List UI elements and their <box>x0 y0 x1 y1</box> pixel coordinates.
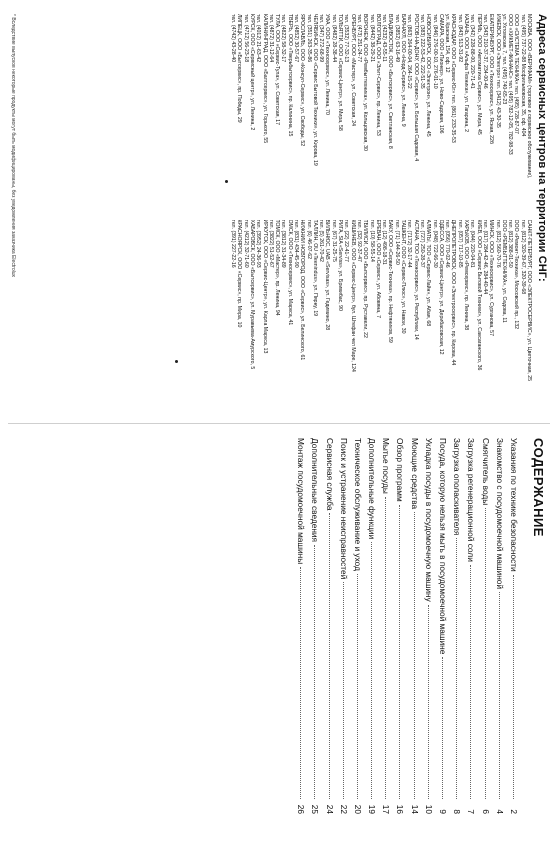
address-line: тел. (342) 228-88-00, 220-71-41 <box>469 14 476 89</box>
toc-list <box>292 438 519 814</box>
address-line: тел. (67) 31-25-75 <box>330 219 337 262</box>
toc-item-label: Поиск и устранение неисправностей <box>338 438 349 580</box>
toc-leader-dots <box>513 575 514 799</box>
address-line: КАЛИНИНГРАД, ООО «Балтсервис», ул. Горького, 55 <box>261 14 268 144</box>
toc-item-label: Смягчитель воды <box>480 438 491 506</box>
toc-item-label: Техническое обслуживание и уход <box>352 438 363 571</box>
address-line: тел. (71) 144-26-50 <box>393 219 400 265</box>
address-line: тел. (812) 560-70-76 <box>494 219 501 268</box>
address-line: КИЕВ, ООО «Сервис Бытовой Техники», ул. Саксаганского, 36 <box>475 219 482 371</box>
address-line: НОВОСИБИРСК, ООО «Электрон», ул. Ленина, 45 <box>425 14 432 137</box>
address-line: ООО «ХИКМЕТ-ФИНАНС» тел. (495) 782-12-05, 782-98-33 <box>507 14 514 155</box>
toc-item <box>448 438 462 814</box>
address-line: КИШИНЕВ, ООО «Сервис-Центр», бул. Штефан чел Маре, 124 <box>349 219 356 372</box>
address-line: тел. (044) 220-04-81 <box>469 219 476 268</box>
toc-item-page: 20 <box>352 804 363 814</box>
toc-item <box>349 438 363 814</box>
toc-item <box>406 438 420 814</box>
toc-item-page: 14 <box>409 804 420 814</box>
toc-item-page: 26 <box>296 804 307 814</box>
address-line: тел. (057) 717-10-85 <box>456 219 463 268</box>
address-line: ХАБАРОВСК, ООО «Бытсервис», ул. Муравьева-Амурского, 5 <box>248 219 255 370</box>
toc-leader-dots <box>329 513 330 799</box>
toc-item-page: 16 <box>395 804 406 814</box>
address-line: ТБИЛИСИ, ООО «Бытсервис», пр. Руставели, 22 <box>362 219 369 338</box>
address-line: тел. (4742) 43-28-40 <box>230 14 237 63</box>
address-line: АСТАНА, ТОО «Техносервис», ул. Республики, 14 <box>412 219 419 340</box>
toc-item-page: 4 <box>494 809 505 814</box>
address-line: тел. (5) 261-70-42 <box>318 219 325 262</box>
address-line: КАЗАНЬ, ООО «Альфа Техника», ул. Гагарина, 2 <box>463 14 470 133</box>
toc-leader-dots <box>442 657 443 799</box>
address-line: ТАЛЛИН, OU «Teenindus», ул. Пярну, 19 <box>311 219 318 317</box>
address-line: ВИЛЬНЮС, UAB «Servisas», ул. Гедимино, 28 <box>324 219 331 331</box>
address-line: тел. (343) 210-37-37, 234-00-46 <box>481 14 488 89</box>
address-line: МОСКВА, ООО «ВЕРИФАМ» (торговое и сервисное обслуживание), <box>526 14 532 179</box>
address-line: ТОМСК, ООО «Мастер», пр. Ленина, 94 <box>274 219 281 316</box>
toc-item <box>335 438 349 814</box>
address-line: РИГА, SIA «Serviss», ул. Бривибас, 90 <box>337 219 344 311</box>
address-line: КРАСНОДАР, ООО «Сервис-Юг» тел. (861) 233-35-53 <box>450 14 457 143</box>
address-line: тел. (4212) 32-71-60 <box>242 219 249 268</box>
toc-item-label: Дополнительные функции <box>367 438 378 540</box>
toc-leader-dots <box>314 545 315 799</box>
toc-item-label: Сервисная служба <box>324 438 335 511</box>
address-line: тел. (351) 263-35-86 <box>305 14 312 63</box>
address-line: тел. (863) 264-00-04, 264-15-22 <box>406 14 413 89</box>
address-line: БАРНАУЛ, ООО «Норд-Сервис», ул. Ленина, 9 <box>400 14 407 127</box>
toc-item-label: Указания по технике безопасности <box>509 438 519 572</box>
address-line: тел. (017) 284-42-46, 284-40-44 <box>481 219 488 295</box>
address-line: тел. (22) 22-41-77 <box>343 219 350 262</box>
address-line: тел. (347) 272-68-99 <box>318 14 325 63</box>
address-line: САНКТ-ПЕТЕРБУРГ, ООО «ЭЛЕКТРОСЕРВИС», ул. Цветочная, 25 <box>526 219 532 382</box>
address-line: ВОЛГОГРАД, ООО «Элит-Сервис», пр. Ленина, 53 <box>374 14 381 136</box>
address-line: ДНЕПРОПЕТРОВСК, ООО «Электросервис», пр. Кирова, 44 <box>450 219 457 366</box>
address-line: тел. (3952) 24-36-93 <box>255 219 262 268</box>
toc-leader-dots <box>400 505 401 799</box>
addresses-column-2 <box>230 220 532 416</box>
address-line: УФА, ООО «Техносервис», ул. Ленина, 70 <box>324 14 331 115</box>
address-line: тел. (473) 251-24-77 <box>355 14 362 63</box>
toc-leader-dots <box>371 542 372 799</box>
address-line: тел. (8442) 38-29-21 <box>368 14 375 63</box>
address-line: тел. (831) 434-45-90 <box>293 219 300 268</box>
address-line: ПЕРМЬ, ООО «Автоматика Сервис», ул. Мира, 45 <box>475 14 482 135</box>
address-line: тел. (727) 250-28-37 <box>418 219 425 268</box>
toc-item-label: Моющие средства <box>409 438 420 510</box>
address-line: тел. (3532) 77-32-13 <box>343 14 350 63</box>
address-line: ОРЕНБУРГ, ООО «Мастер», ул. Советская, 24 <box>349 14 356 127</box>
address-line: ОМСК, ООО «Техносервис», ул. Маркса, 41 <box>286 219 293 326</box>
toc-leader-dots <box>428 605 429 799</box>
toc-item-page: 2 <box>509 809 519 814</box>
address-line: тел. (383) 222-53-42, 222-51-35 <box>418 14 425 89</box>
address-line: САМАРА, ООО «Пионер», ул. Ново-Садовая, 106 <box>437 14 444 134</box>
address-line: тел. (8482) 28-38-44 <box>330 14 337 63</box>
address-line: тел. (4822) 58-32-17 <box>280 14 287 63</box>
toc-item <box>391 438 405 814</box>
address-line: ИРКУТСК, ООО «Сервис-Центр», ул. Карла Маркса, 13 <box>261 219 268 354</box>
address-line: тел. (843) 513-31-92 <box>456 14 463 63</box>
address-line: РОСТОВ-НА-ДОНУ, ООО «Сервис», ул. Большая Садовая, 4 <box>412 14 419 162</box>
toc-item-label: Мытье посуды <box>381 438 392 494</box>
toc-leader-dots <box>300 567 301 799</box>
address-line: КРАСНОЯРСК, ООО «Сервис», пр. Мира, 10 <box>236 219 243 328</box>
toc-item-label: Монтаж посудомоечной машины <box>296 438 307 565</box>
toc-title: СОДЕРЖАНИЕ <box>531 438 546 537</box>
toc-item-label: Знакомство с посудомоечной машиной <box>494 438 505 590</box>
address-line: ТУЛА, ООО «Сервис-Тула», ул. Советская, 17 <box>274 14 281 126</box>
address-line: тел. (12) 498-18-31 <box>381 219 388 265</box>
address-line: ООО «СИСТЕМА ТЕХНИКА» тел. (495) 728-87-07 <box>513 14 520 134</box>
address-line: тел. (495) 737-22-88 Мосфильмовская, 35, оф. 404 <box>519 14 526 137</box>
address-line: тел. (846) 276-00-10, 276-01-10 <box>431 14 438 89</box>
toc-item <box>505 438 519 814</box>
toc-item-page: 6 <box>480 809 491 814</box>
address-line: ТВЕРЬ, ООО «Тверьбытсервис», пр. Калинина, 15 <box>286 14 293 137</box>
address-line: КУРСК, ООО «Сервисный центр», ул. Ленина, 2 <box>248 14 255 131</box>
address-line: тел. (391) 227-22-16 <box>230 219 237 268</box>
address-line: ВОРОНЕЖ, ООО «Рембыттехника», ул. Кольцовская, 30 <box>362 14 369 151</box>
toc-section <box>8 434 550 814</box>
address-line: тел. (4872) 31-12-64 <box>267 14 274 63</box>
address-line: ОДЕССА, ООО «Сервис-Центр», ул. Дерибасовская, 12 <box>437 219 444 355</box>
address-line: тел. (3822) 51-52-67 <box>267 219 274 268</box>
address-line: ул. Красная, 154, оф. 12 <box>444 14 451 73</box>
addresses-columns <box>230 14 532 415</box>
address-line: ВЛАДИВОСТОК, ООО «Бытсервис», ул. Светланская, 8 <box>387 14 394 149</box>
toc-item <box>377 438 391 814</box>
address-line: ЯРОСЛАВЛЬ, ООО «Консул-Сервис», ул. Свободы, 52 <box>299 14 306 147</box>
address-line: тел. (4012) 21-63-42 <box>255 14 262 63</box>
address-line: ООО «Ремонт-Техника», Московский пр., 132 <box>513 219 520 330</box>
toc-leader-dots <box>385 497 386 799</box>
toc-item <box>363 438 377 814</box>
address-line: тел. (3852) 63-16-49 <box>393 14 400 63</box>
address-line: ТОЛЬЯТТИ, ООО «Сервис-Центр», ул. Мира, 58 <box>337 14 344 131</box>
toc-item-label: Загрузка ополаскивателя <box>452 438 463 536</box>
address-line: тел. (812) 388-01-50 <box>507 219 514 268</box>
addresses-title: Адреса сервисных центров на территории СНГ: <box>536 14 548 282</box>
address-line: ул. Ухтомская, 7, тел. (495) 740-65-23 <box>500 14 507 105</box>
toc-item-page: 10 <box>423 804 434 814</box>
bullet-dot-2 <box>175 360 178 363</box>
addresses-column-1 <box>230 14 532 210</box>
toc-leader-dots <box>470 565 471 799</box>
toc-item-label: Загрузка регенерационной соли <box>466 438 477 562</box>
address-line: БАКУ, ООО «Сервис-Техника», пр. Нефтяников, 59 <box>387 219 394 343</box>
toc-item-page: 8 <box>452 809 463 814</box>
address-line: тел. (10) 58-55-14 <box>368 219 375 262</box>
toc-item-page: 22 <box>338 804 349 814</box>
address-line: НИЖНИЙ НОВГОРОД, ООО «Сервис», ул. Белинского, 61 <box>299 219 306 361</box>
toc-item <box>491 438 505 814</box>
addresses-footnote: * Вследствие выпусков некоторые продукты могут быть модифицированы, без уведомления заказчика Electrolux <box>10 14 16 278</box>
toc-leader-dots <box>485 508 486 799</box>
toc-item <box>292 438 306 814</box>
toc-leader-dots <box>456 538 457 799</box>
address-line: тел. (056) 770-02-46 <box>444 219 451 268</box>
toc-item-label: Посуда, которую нельзя мыть в посудомоечной машине <box>438 438 449 655</box>
toc-item <box>462 438 476 814</box>
address-line: тел. (812) 320-39-67, 320-39-68 <box>519 219 526 295</box>
toc-item-page: 24 <box>324 804 335 814</box>
address-line: тел. (4852) 30-57-67 <box>293 14 300 63</box>
address-line: тел. (4712) 56-23-18 <box>242 14 249 63</box>
toc-item-page: 7 <box>466 809 477 814</box>
toc-item <box>420 438 434 814</box>
toc-leader-dots <box>414 512 415 799</box>
address-line: тел. (32) 92-37-47 <box>355 219 362 262</box>
toc-item <box>306 438 320 814</box>
toc-item-page: 17 <box>381 804 392 814</box>
address-line: ХАРЬКОВ, ООО «Ремсервис», пр. Ленина, 38 <box>463 219 470 331</box>
address-line: АЛМАТЫ, ТОО «Сервис-Лайн», ул. Абая, 68 <box>425 219 432 327</box>
address-line: тел. (7172) 32-17-44 <box>406 219 413 268</box>
address-line: тел. (3812) 31-34-89 <box>280 219 287 268</box>
toc-leader-dots <box>357 574 358 799</box>
address-line: ЧЕЛЯБИНСК, ООО «Сервис Бытовой Техники», ул. Кирова, 19 <box>311 14 318 166</box>
toc-item-page: 19 <box>367 804 378 814</box>
toc-leader-dots <box>499 592 500 799</box>
toc-leader-dots <box>343 582 344 799</box>
address-line: ЕРЕВАН, ООО «Сервис», ул. Абовяна, 7 <box>374 219 381 318</box>
toc-item-page: 9 <box>438 809 449 814</box>
address-line: тел. (4232) 43-55-11 <box>381 14 388 62</box>
toc-item-label: Обзор программ <box>395 438 406 502</box>
address-line: МИНСК, ООО «Техносервис», ул. Сурганова, 57 <box>488 219 495 336</box>
address-line: ООО «РЕМБЫТТЕХНИКА», ул. Седова, 11 <box>500 219 507 323</box>
address-line: тел. (6) 46-07-62 <box>305 219 312 259</box>
toc-item <box>476 438 490 814</box>
toc-item <box>320 438 334 814</box>
address-line: ЕКАТЕРИНБУРГ, ООО «Техносервис», ул. Ясная, 22б <box>488 14 495 144</box>
bullet-dot-1 <box>225 180 228 183</box>
toc-item-label: Дополнительные сведения <box>310 438 321 543</box>
address-line: ИЖЕВСК, ООО «Электро» тел. (3412) 43-30-35 <box>494 14 501 128</box>
address-line: ТАШКЕНТ, ООО «Сервис-Плюс», ул. Навои, 30 <box>400 219 407 334</box>
address-line: тел. (048) 722-66-30 <box>431 219 438 268</box>
addresses-section <box>8 14 550 424</box>
toc-item <box>434 438 448 814</box>
toc-item-label: Укладка посуды в посудомоечную машину <box>423 438 434 602</box>
toc-item-page: 25 <box>310 804 321 814</box>
address-line: ЛИПЕЦК, ООО «Бытсервис», пр. Победы, 29 <box>236 14 243 123</box>
